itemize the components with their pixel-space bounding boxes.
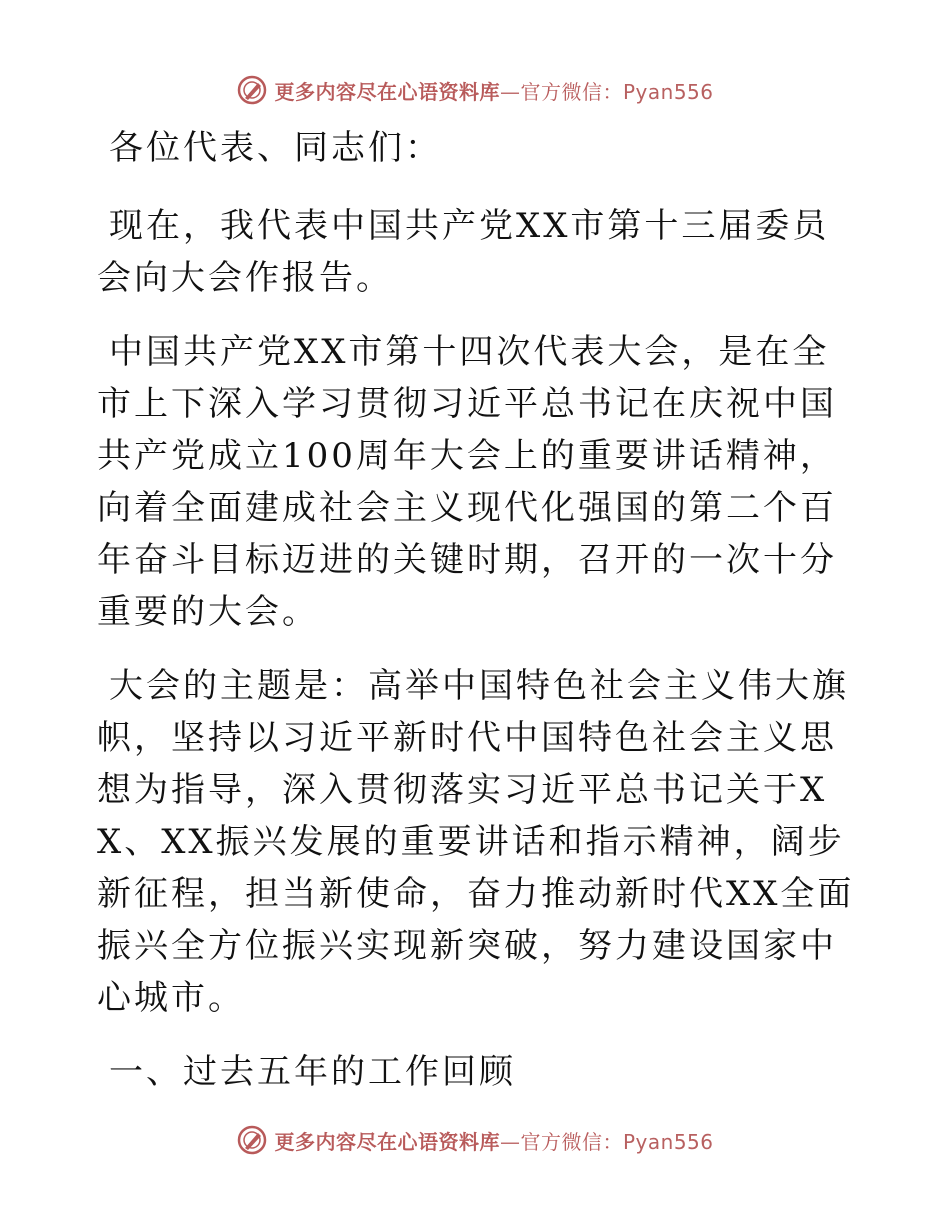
pen-logo-icon bbox=[236, 1124, 268, 1156]
header-watermark bbox=[0, 70, 950, 110]
watermark-main-text: 更多内容尽在心语资料库 bbox=[274, 1129, 500, 1154]
watermark-separator: — bbox=[499, 79, 521, 104]
paragraph-theme: 大会的主题是：高举中国特色社会主义伟大旗帜，坚持以习近平新时代中国特色社会主义思想为指导，深入贯彻落实习近平总书记关于XX、XX振兴发展的重要讲话和指示精神，阔步新征程，担当新使命，奋力推动新时代XX全面振兴全方位振兴实现新突破，努力建设国家中心城市。 bbox=[97, 666, 855, 1018]
watermark-main-text: 更多内容尽在心语资料库 bbox=[274, 79, 500, 104]
watermark-separator: — bbox=[499, 1129, 521, 1154]
watermark-official-label: 官方微信： bbox=[520, 1129, 623, 1154]
footer-watermark bbox=[0, 1120, 950, 1160]
paragraph-congress: 中国共产党XX市第十四次代表大会，是在全市上下深入学习贯彻习近平总书记在庆祝中国共产党成立100周年大会上的重要讲话精神，向着全面建成社会主义现代化强国的第二个百年奋斗目标迈进的关键时期，召开的一次十分重要的大会。 bbox=[97, 332, 837, 632]
document-body bbox=[97, 122, 857, 1120]
greeting-line: 各位代表、同志们： bbox=[109, 128, 442, 168]
watermark-wechat-id: Pyan556 bbox=[622, 1129, 714, 1154]
watermark-wechat-id: Pyan556 bbox=[622, 79, 714, 104]
paragraph-intro: 现在，我代表中国共产党XX市第十三届委员会向大会作报告。 bbox=[97, 206, 830, 298]
watermark-official-label: 官方微信： bbox=[520, 79, 623, 104]
pen-logo-icon bbox=[236, 74, 268, 106]
section-heading: 一、过去五年的工作回顾 bbox=[109, 1052, 516, 1092]
